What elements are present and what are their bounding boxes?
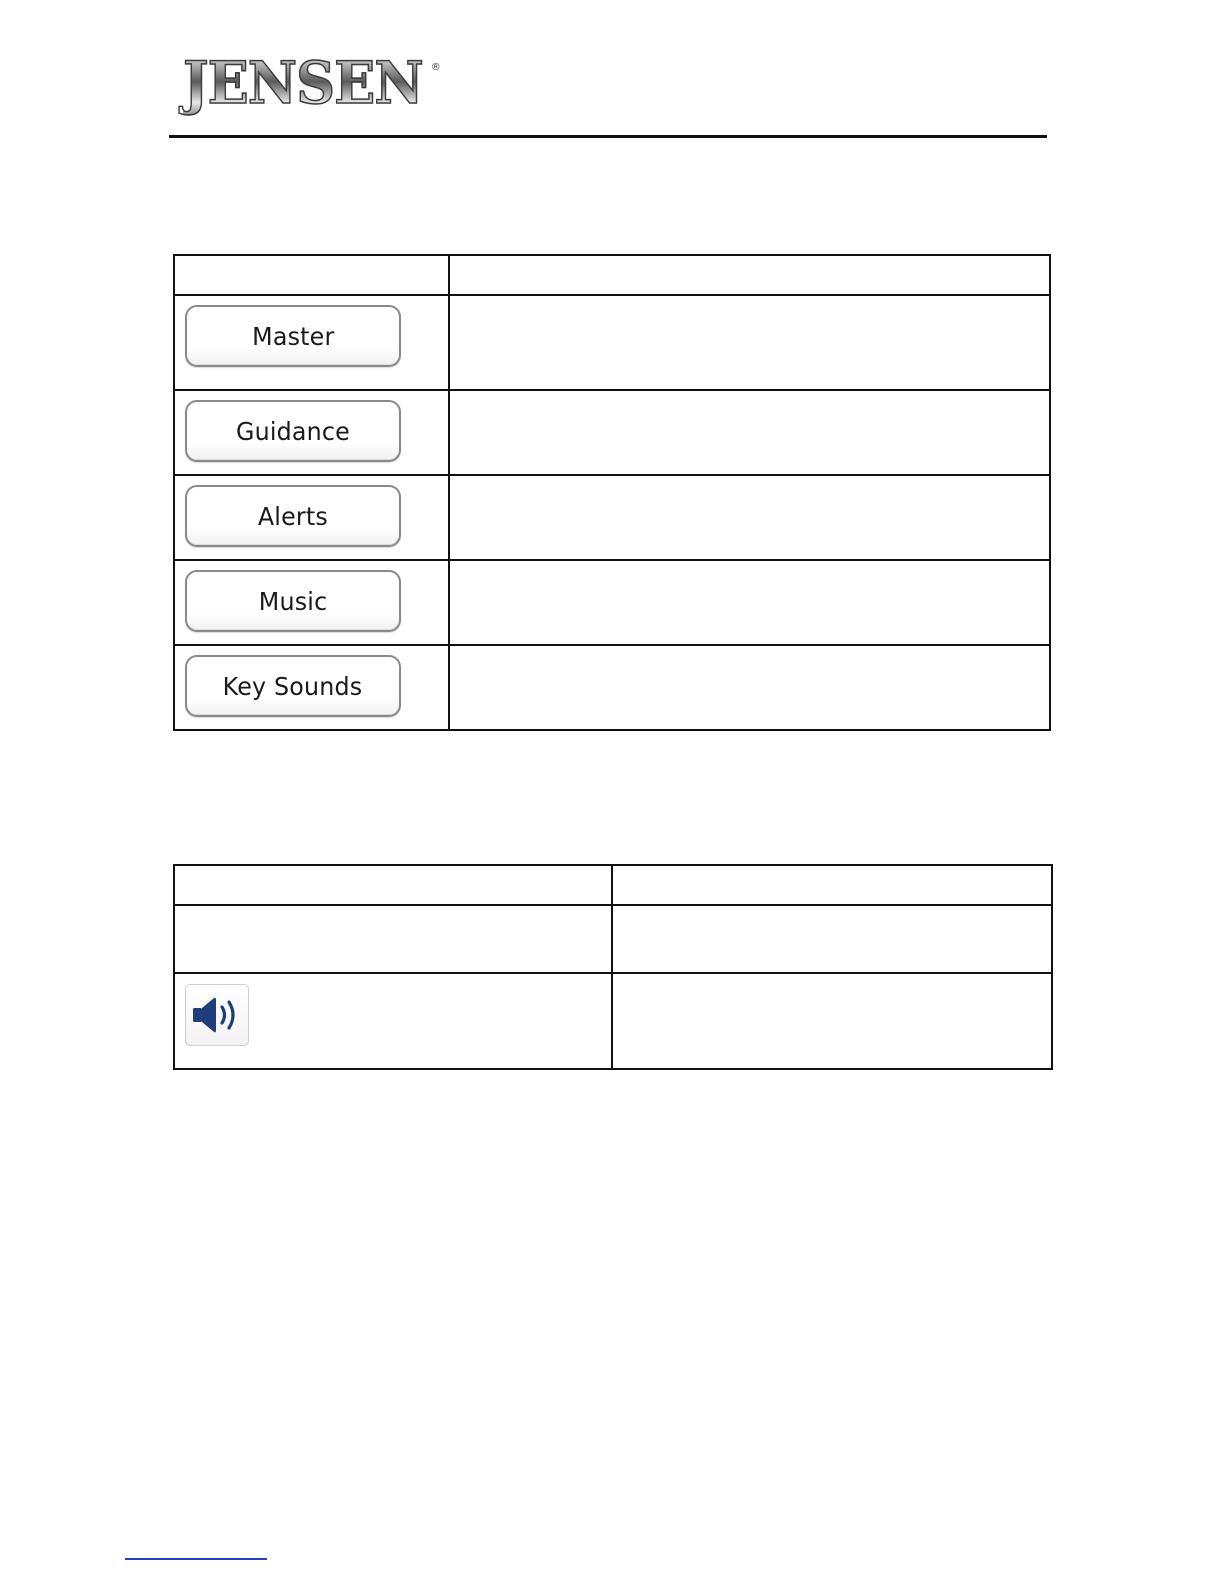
logo-wordmark: JENSEN: [183, 49, 423, 117]
speaker-volume-button[interactable]: [185, 984, 249, 1046]
header-cell-description: [449, 255, 1050, 295]
description-cell: [612, 905, 1052, 973]
control-cell: [174, 973, 612, 1069]
guidance-button-label: Guidance: [236, 416, 350, 446]
master-button-label: Master: [251, 321, 335, 351]
table-row: [174, 905, 1052, 973]
button-cell: [174, 475, 449, 560]
button-cell: [174, 390, 449, 475]
button-cell: [174, 295, 449, 390]
description-cell: [449, 390, 1050, 475]
master-button[interactable]: [185, 305, 401, 367]
button-cell: [174, 645, 449, 730]
volume-controls-table: [173, 864, 1053, 1070]
table-row: [174, 295, 1050, 390]
alerts-button-label: Alerts: [257, 501, 329, 531]
description-cell: [612, 973, 1052, 1069]
music-button-label: Music: [258, 586, 328, 616]
registered-mark: ®: [430, 62, 441, 73]
table-row: [174, 475, 1050, 560]
button-cell: [174, 560, 449, 645]
table-header-row: [174, 255, 1050, 295]
header-divider: [169, 135, 1047, 138]
description-cell: [449, 560, 1050, 645]
header-cell-description: [612, 865, 1052, 905]
header-cell-control: [174, 865, 612, 905]
speaker-volume-icon: [191, 994, 243, 1036]
sound-settings-table: [173, 254, 1051, 731]
key-sounds-button-label: Key Sounds: [223, 671, 363, 701]
description-cell: [449, 295, 1050, 390]
header-cell-button: [174, 255, 449, 295]
table-row: [174, 645, 1050, 730]
guidance-button[interactable]: [185, 400, 401, 462]
table-row: [174, 973, 1052, 1069]
table-row: [174, 390, 1050, 475]
table-row: [174, 560, 1050, 645]
description-cell: [449, 645, 1050, 730]
key-sounds-button[interactable]: [185, 655, 401, 717]
control-cell: [174, 905, 612, 973]
description-cell: [449, 475, 1050, 560]
alerts-button[interactable]: [185, 485, 401, 547]
footer-link-underline: [125, 1558, 267, 1560]
table-header-row: [174, 865, 1052, 905]
music-button[interactable]: [185, 570, 401, 632]
jensen-logo: [183, 48, 441, 118]
